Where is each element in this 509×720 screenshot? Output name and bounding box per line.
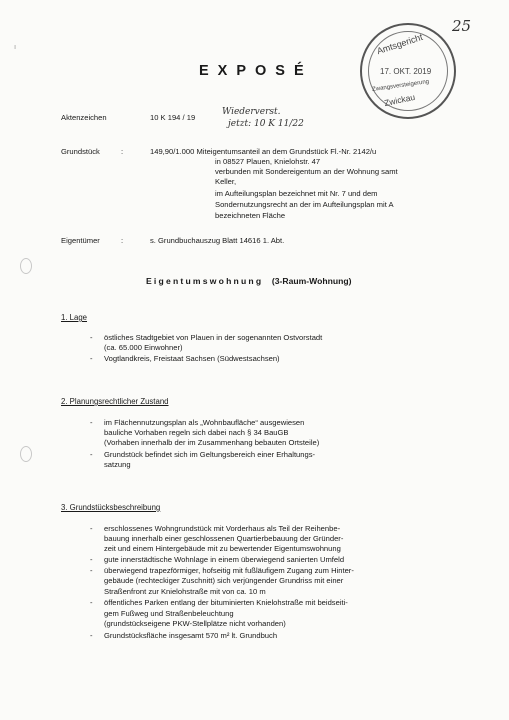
list-item-line: öffentliches Parken entlang der bituminierten Knielohstraße mit beidseiti- <box>104 598 348 607</box>
list-item-line: gebäude (rechteckiger Zuschnitt) sich verjüngender Grundriss mit einer <box>104 576 344 585</box>
eigentuemer-colon: : <box>121 236 124 245</box>
list-item-line: überwiegend trapezförmiger, hofseitig mit fußläufigem Zugang zum Hinter- <box>104 566 354 575</box>
list-item-line: bauliche Vorhaben regeln sich dabei nach § 34 BauGB <box>104 428 289 437</box>
section-title-lage: 1. Lage <box>61 313 88 322</box>
eigentuemer-label: Eigentümer <box>61 236 100 245</box>
list-item-line: zeit und einem Hintergebäude mit zu bewertender Eigentumswohnung <box>104 544 341 553</box>
grundstueck-line: bezeichneten Fläche <box>215 211 286 220</box>
grundstueck-line: im Aufteilungsplan bezeichnet mit Nr. 7 und dem <box>215 189 378 198</box>
list-item-line: satzung <box>104 460 131 469</box>
list-bullet-dash: - <box>90 555 93 564</box>
grundstueck-label: Grundstück <box>61 147 100 156</box>
handwritten-page-number: 25 <box>452 17 472 35</box>
section-title-grundstuecksbeschreibung: 3. Grundstücksbeschreibung <box>61 503 161 512</box>
page-title: EXPOSÉ <box>199 63 313 79</box>
grundstueck-line: in 08527 Plauen, Knielohstr. 47 <box>215 157 321 166</box>
stamp-department: Zwangsversteigerung <box>371 79 430 93</box>
property-heading-main: Eigentumswohnung <box>146 276 264 286</box>
grundstueck-line: verbunden mit Sondereigentum an der Wohnung samt <box>215 167 398 176</box>
list-bullet-dash: - <box>90 566 93 575</box>
property-heading <box>146 276 351 286</box>
punch-hole-bottom <box>20 446 32 462</box>
list-bullet-dash: - <box>90 450 93 459</box>
list-bullet-dash: - <box>90 418 93 427</box>
stamp-court-name: Amtsgericht <box>375 31 424 57</box>
list-item-line: bauung innerhalb einer geschlossenen Quartierbebauung der Gründer- <box>104 534 344 543</box>
list-bullet-dash: - <box>90 524 93 533</box>
property-heading-sub: (3-Raum-Wohnung) <box>271 276 352 286</box>
list-item-line: erschlossenes Wohngrundstück mit Vorderhaus als Teil der Reihenbe- <box>104 524 341 533</box>
list-item-line: (Vorhaben innerhalb der im Zusammenhang bebauten Ortsteile) <box>104 438 320 447</box>
list-item-line: (grundstückseigene PKW-Stellplätze nicht vorhanden) <box>104 619 286 628</box>
eigentuemer-value: s. Grundbuchauszug Blatt 14616 1. Abt. <box>150 236 285 245</box>
stamp-city: Zwickau <box>383 91 416 109</box>
grundstueck-line: 149,90/1.000 Miteigentumsanteil an dem Grundstück Fl.-Nr. 2142/u <box>150 147 377 156</box>
grundstueck-colon: : <box>121 147 124 156</box>
list-item-line: Straßenfront zur Knielohstraße mit von ca. 10 m <box>104 587 266 596</box>
list-item-line: Grundstück befindet sich im Geltungsbereich einer Erhaltungs- <box>104 450 316 459</box>
list-item-line: im Flächennutzungsplan als „Wohnbaufläche“ ausgewiesen <box>104 418 305 427</box>
aktenzeichen-value: 10 K 194 / 19 <box>150 113 196 122</box>
stamp-date: 17. OKT. 2019 <box>380 67 432 76</box>
list-item-line: gute innerstädtische Wohnlage in einem überwiegend sanierten Umfeld <box>104 555 345 564</box>
aktenzeichen-label: Aktenzeichen <box>61 113 107 122</box>
list-item-line: östliches Stadtgebiet von Plauen in der sogenannten Ostvorstadt <box>104 333 323 342</box>
aktenzeichen-handwritten-note: Wiederverst. <box>222 107 281 117</box>
aktenzeichen-handwritten-new-number: jetzt: 10 K 11/22 <box>228 119 304 129</box>
list-bullet-dash: - <box>90 333 93 342</box>
court-stamp <box>360 23 456 119</box>
punch-hole-top <box>20 258 32 274</box>
grundstueck-line: Sondernutzungsrecht an der im Aufteilungsplan mit A <box>215 200 394 209</box>
list-bullet-dash: - <box>90 354 93 363</box>
margin-mark: ı <box>14 42 17 51</box>
list-item-line: gem Fußweg und Straßenbeleuchtung <box>104 609 234 618</box>
section-title-planungsrecht: 2. Planungsrechtlicher Zustand <box>61 397 169 406</box>
list-item-line: (ca. 65.000 Einwohner) <box>104 343 183 352</box>
list-item-line: Grundstücksfläche insgesamt 570 m² lt. Grundbuch <box>104 631 278 640</box>
list-bullet-dash: - <box>90 631 93 640</box>
list-bullet-dash: - <box>90 598 93 607</box>
list-item-line: Vogtlandkreis, Freistaat Sachsen (Südwestsachsen) <box>104 354 280 363</box>
grundstueck-line: Keller, <box>215 177 237 186</box>
